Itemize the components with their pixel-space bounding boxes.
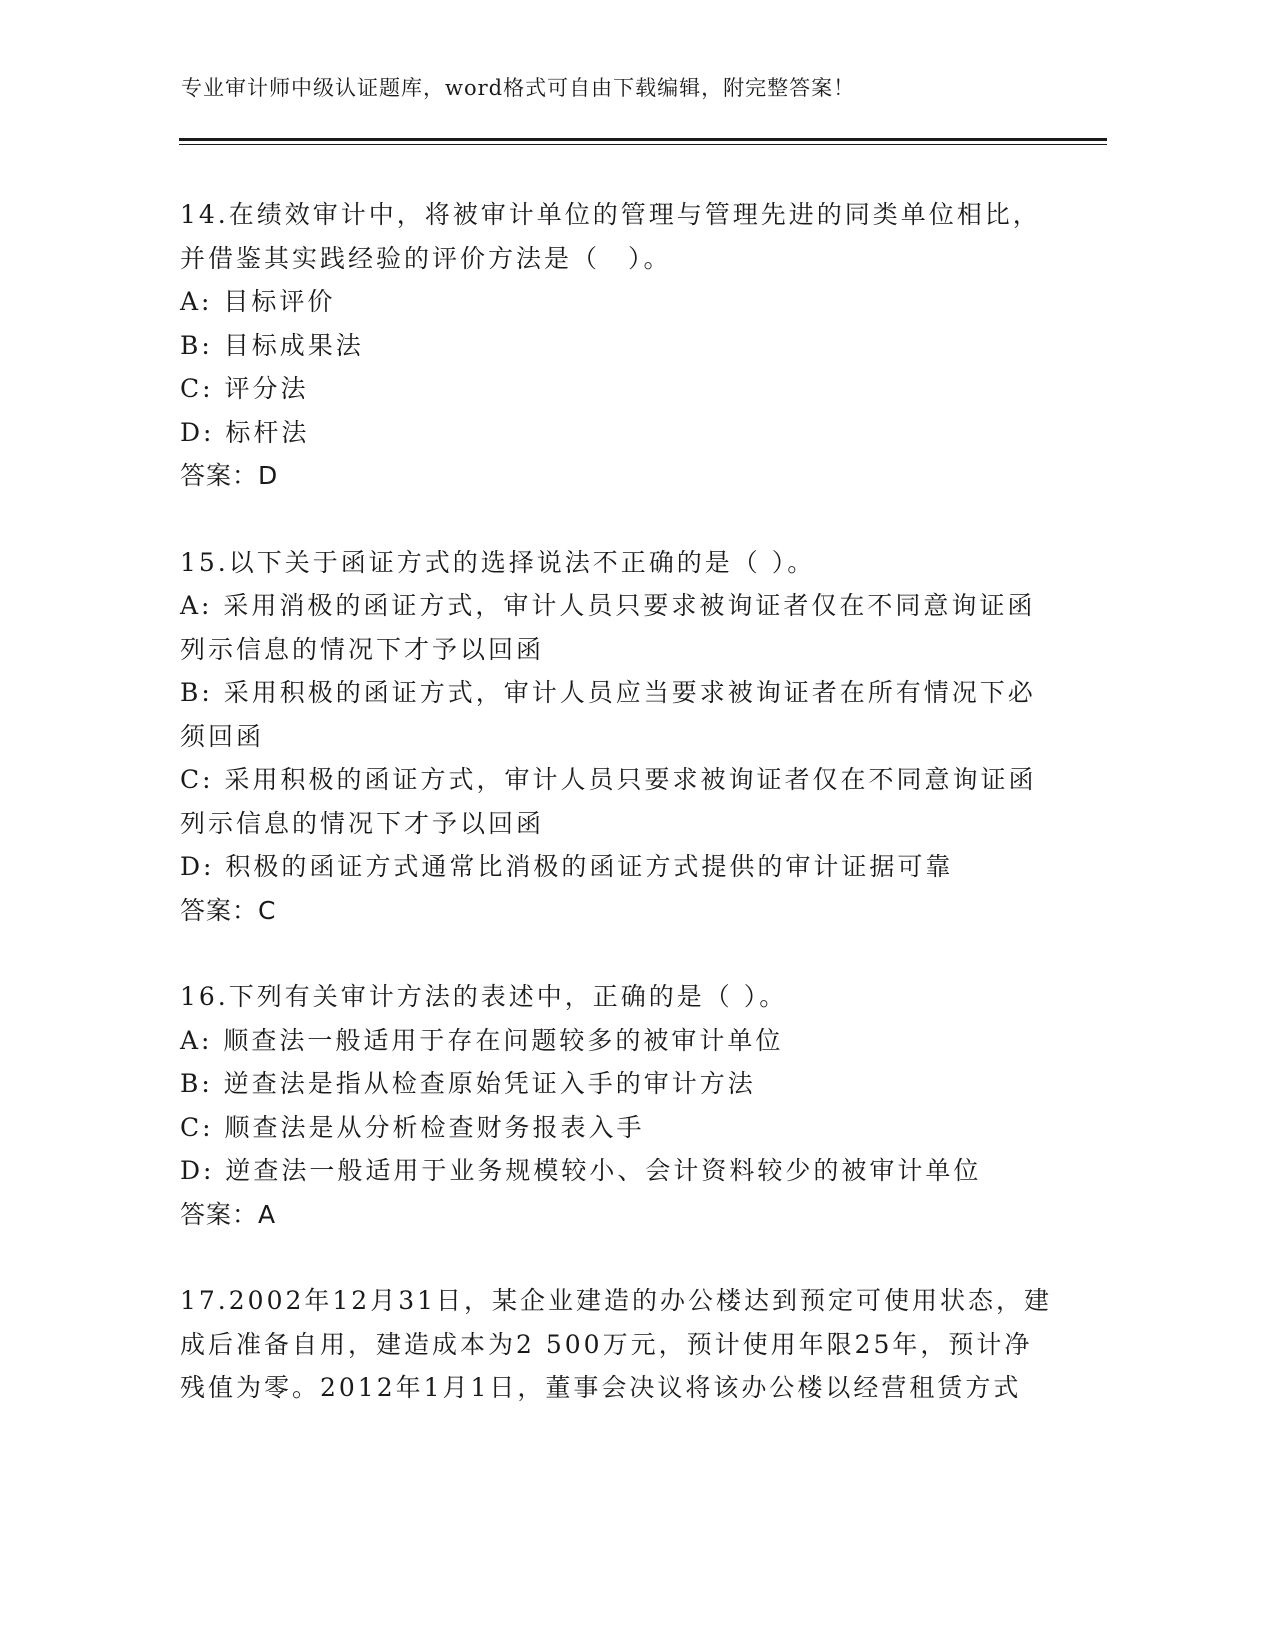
spacer xyxy=(180,1236,1040,1279)
question-16 xyxy=(180,975,1040,1236)
option-a: A: 采用消极的函证方式，审计人员只要求被询证者仅在不同意询证函 xyxy=(180,591,1036,620)
question-17 xyxy=(180,1279,1053,1410)
option-c: C: 评分法 xyxy=(180,374,309,403)
header-divider-thick xyxy=(179,138,1107,141)
spacer xyxy=(180,932,1040,975)
option-d: D: 积极的函证方式通常比消极的函证方式提供的审计证据可靠 xyxy=(180,852,954,881)
question-stem-line: 并借鉴其实践经验的评价方法是（ ）。 xyxy=(180,243,672,273)
option-d: D: 逆查法一般适用于业务规模较小、会计资料较少的被审计单位 xyxy=(180,1156,982,1185)
answer-line: 答案：C xyxy=(180,895,277,925)
option-b: B: 逆查法是指从检查原始凭证入手的审计方法 xyxy=(180,1069,756,1098)
header-divider-thin xyxy=(179,144,1107,145)
page-header: 专业审计师中级认证题库，word格式可自由下载编辑，附完整答案！ xyxy=(181,76,856,100)
question-15 xyxy=(180,541,1040,933)
option-c: C: 顺查法是从分析检查财务报表入手 xyxy=(180,1112,645,1142)
option-d: D: 标杆法 xyxy=(180,417,310,447)
option-c-continued: 列示信息的情况下才予以回函 xyxy=(180,808,545,838)
question-stem-line: 15.以下关于函证方式的选择说法不正确的是（ ）。 xyxy=(180,547,816,577)
option-b: B: 采用积极的函证方式，审计人员应当要求被询证者在所有情况下必 xyxy=(180,678,1036,707)
answer-line: 答案：A xyxy=(180,1199,277,1229)
spacer xyxy=(180,498,1040,541)
question-stem-line: 16.下列有关审计方法的表述中，正确的是（ ）。 xyxy=(180,982,788,1011)
option-c: C: 采用积极的函证方式，审计人员只要求被询证者仅在不同意询证函 xyxy=(180,765,1037,794)
option-b-continued: 须回函 xyxy=(180,721,265,751)
question-stem-line: 残值为零。2012年1月1日，董事会决议将该办公楼以经营租赁方式 xyxy=(180,1373,1022,1402)
option-b: B: 目标成果法 xyxy=(180,330,364,360)
answer-line: 答案：D xyxy=(180,461,279,490)
question-14 xyxy=(180,193,1040,498)
option-a-continued: 列示信息的情况下才予以回函 xyxy=(180,634,545,664)
question-stem-line: 成后准备自用，建造成本为2 500万元，预计使用年限25年，预计净 xyxy=(180,1329,1033,1359)
option-a: A: 目标评价 xyxy=(180,287,336,316)
question-list xyxy=(180,193,1053,1410)
question-stem-line: 17.2002年12月31日，某企业建造的办公楼达到预定可使用状态，建 xyxy=(180,1286,1053,1315)
question-stem-line: 14.在绩效审计中，将被审计单位的管理与管理先进的同类单位相比， xyxy=(180,200,1041,229)
option-a: A: 顺查法一般适用于存在问题较多的被审计单位 xyxy=(180,1025,784,1055)
